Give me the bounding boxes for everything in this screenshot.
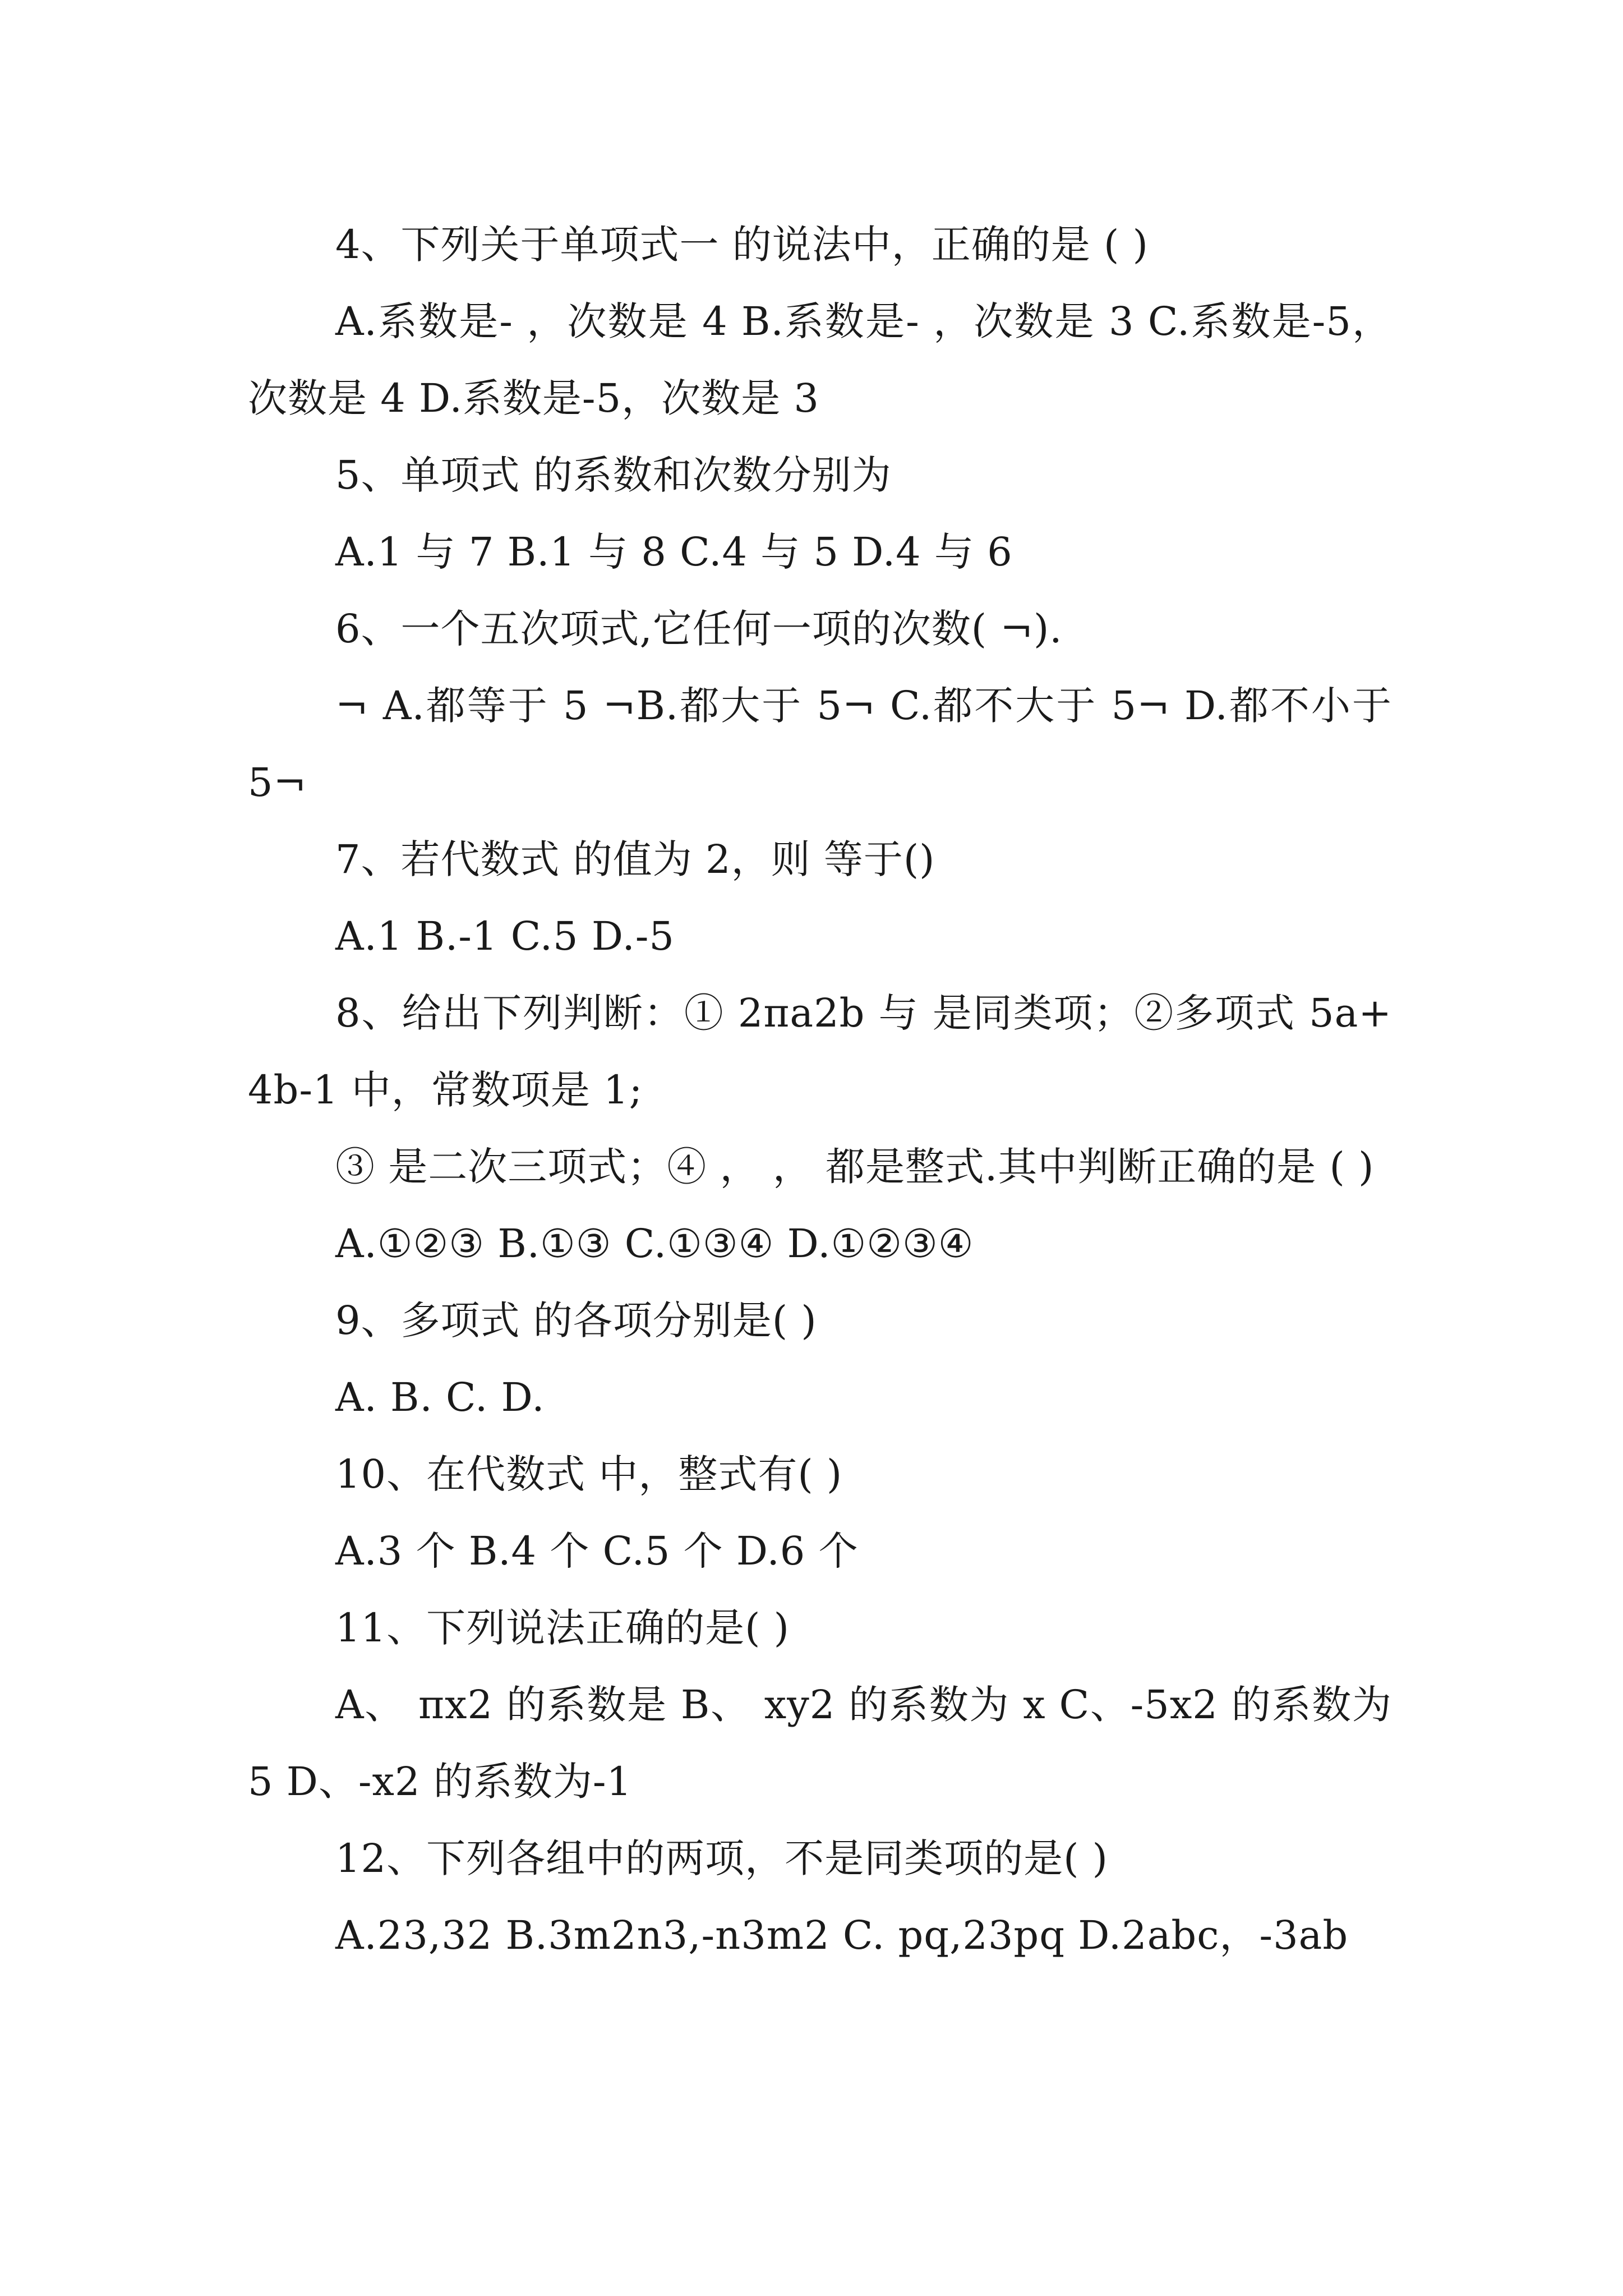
question-7-options: A.1 B.-1 C.5 D.-5 bbox=[335, 913, 675, 959]
question-12: 12、下列各组中的两项，不是同类项的是( ) bbox=[335, 1835, 1108, 1881]
question-9-options: A. B. C. D. bbox=[335, 1374, 545, 1420]
question-10-options: A.3 个 B.4 个 C.5 个 D.6 个 bbox=[335, 1528, 859, 1574]
question-11-options: A、 πx2 的系数是 B、 xy2 的系数为 x C、-5x2 的系数为 5 D、-x2 的系数为-1 bbox=[248, 1682, 1405, 1805]
question-8: 8、给出下列判断：① 2πa2b 与 是同类项；②多项式 5a+4b-1 中，常数项是 1; bbox=[248, 990, 1392, 1113]
question-12-options: A.23,32 B.3m2n3,-n3m2 C. pq,23pq D.2abc，-3ab bbox=[335, 1912, 1349, 1958]
question-4-options: A.系数是- ，次数是 4 B.系数是- ，次数是 3 C.系数是-5，次数是 4 D.系数是-5，次数是 3 bbox=[248, 298, 1392, 421]
question-8-options: A.①②③ B.①③ C.①③④ D.①②③④ bbox=[335, 1221, 974, 1267]
question-7: 7、若代数式 的值为 2，则 等于() bbox=[335, 836, 935, 882]
question-4: 4、下列关于单项式一 的说法中，正确的是 ( ) bbox=[335, 222, 1149, 268]
question-11: 11、下列说法正确的是( ) bbox=[335, 1605, 790, 1651]
question-9: 9、多项式 的各项分别是( ) bbox=[335, 1297, 817, 1343]
question-5: 5、单项式 的系数和次数分别为 bbox=[335, 452, 892, 498]
question-6: 6、一个五次项式,它任何一项的次数( ¬). bbox=[335, 606, 1063, 652]
question-8-continued: ③ 是二次三项式；④ ， ， 都是整式.其中判断正确的是 ( ) bbox=[335, 1144, 1375, 1190]
question-5-options: A.1 与 7 B.1 与 8 C.4 与 5 D.4 与 6 bbox=[335, 529, 1013, 575]
question-10: 10、在代数式 中，整式有( ) bbox=[335, 1451, 843, 1497]
document-body bbox=[248, 206, 1405, 1974]
question-6-options: ¬ A.都等于 5 ¬B.都大于 5¬ C.都不大于 5¬ D.都不小于 5¬ bbox=[248, 683, 1405, 806]
